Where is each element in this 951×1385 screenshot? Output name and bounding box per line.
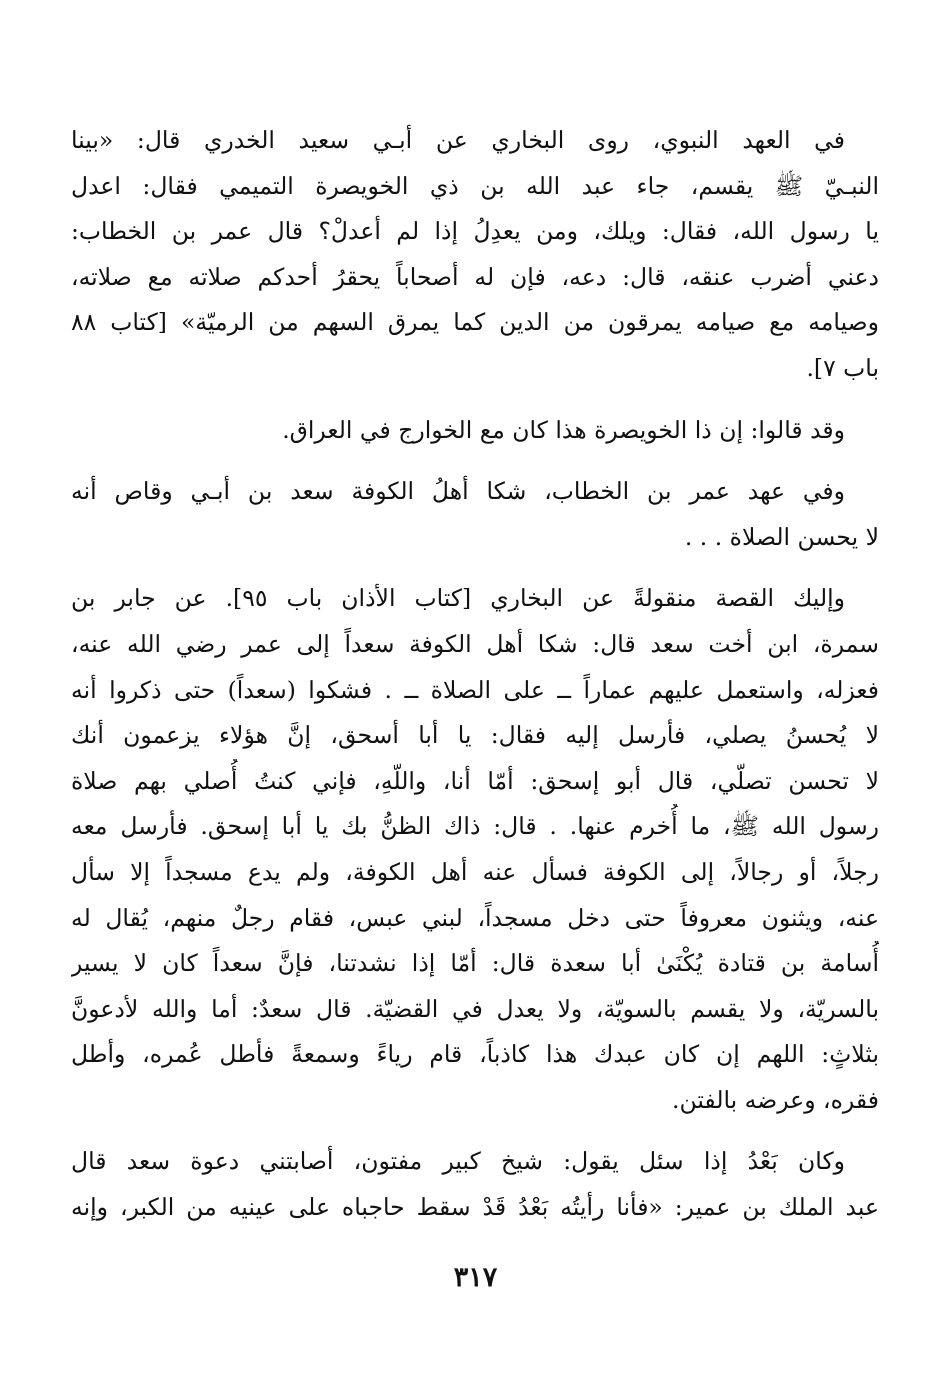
paragraph-2	[71, 408, 879, 454]
text-line: وقد قالوا: إن ذا الخويصرة هذا كان مع الخوارج في العراق.	[282, 415, 845, 444]
text-line: دعني أضرب عنقه، قال: دعه، فإن له أصحاباً يحقرُ أحدكم صلاته مع صلاته،	[71, 262, 879, 291]
text-line: فعزله، واستعمل عليهم عماراً ــ على الصلاة ــ . فشكوا (سعداً) حتى ذكروا أنه	[71, 675, 879, 704]
text-line: أُسامة بن قتادة يُكْنَىٰ أبا سعدة قال: أمّا إذا نشدتنا، فإنَّ سعداً كان لا يسير	[71, 949, 879, 978]
page-body	[71, 118, 879, 1231]
paragraph-gap	[71, 392, 879, 408]
text-line: لا يُحسنُ يصلي، فأرسل إليه فقال: يا أبا أسحق، إنَّ هؤلاء يزعمون أنك	[71, 721, 879, 750]
text-line: بثلاثٍ: اللهم إن كان عبدك هذا كاذباً، قام رياءً وسمعةً فأطل عُمره، وأطل	[71, 1040, 879, 1069]
text-line: رجلاً، أو رجالاً، إلى الكوفة فسأل عنه أهل الكوفة، ولم يدع مسجداً إلا سأل	[71, 857, 879, 886]
paragraph-gap	[71, 560, 879, 576]
text-line: بالسريّة، ولا يقسم بالسويّة، ولا يعدل في القضيّة. قال سعدٌ: أما والله لأدعونَّ	[71, 994, 879, 1023]
paragraph-gap	[71, 453, 879, 469]
page-number: ٣١٧	[453, 1262, 498, 1293]
text-line: عنه، ويثنون معروفاً حتى دخل مسجداً، لبني عبس، فقام رجلٌ منهم، يُقال له	[71, 903, 879, 932]
text-line: رسول الله ﷺ، ما أُخرم عنها. . قال: ذاك الظنُّ بك يا أبا إسحق. فأرسل معه	[71, 812, 879, 841]
text-line: سمرة، ابن أخت سعد قال: شكا أهل الكوفة سعداً إلى عمر رضي الله عنه،	[71, 629, 879, 658]
text-line: وإليك القصة منقولةً عن البخاري [كتاب الأذان باب ٩٥]. عن جابر بن	[71, 584, 845, 613]
text-line: لا يحسن الصلاة . . .	[684, 522, 879, 551]
paragraph-3	[71, 469, 879, 560]
text-line: لا تحسن تصلّي، قال أبو إسحق: أمّا أنا، واللّهِ، فإني كنتُ أُصلي بهم صلاة	[71, 766, 879, 795]
paragraph-1	[71, 118, 879, 392]
text-line: في العهد النبوي، روى البخاري عن أبـي سعيد الخدري قال: «بينا	[71, 126, 845, 154]
paragraph-5	[71, 1139, 879, 1230]
paragraph-4	[71, 576, 879, 1123]
text-line: وصيامه مع صيامه يمرقون من الدين كما يمرق السهم من الرميّة» [كتاب ٨٨	[71, 308, 879, 337]
text-line: يا رسول الله، فقال: ويلك، ومن يعدِلُ إذا لم أعدلْ؟ قال عمر بن الخطاب:	[71, 217, 879, 246]
text-line: عبد الملك بن عمير: «فأنا رأيتُه بَعْدُ قَدْ سقط حاجباه على عينيه من الكبر، وإنه	[71, 1193, 879, 1222]
paragraph-gap	[71, 1123, 879, 1139]
text-line: فقره، وعرضه بالفتن.	[671, 1085, 879, 1114]
text-line: وكان بَعْدُ إذا سئل يقول: شيخ كبير مفتون، أصابتني دعوة سعد قال	[71, 1147, 845, 1176]
text-line: وفي عهد عمر بن الخطاب، شكا أهلُ الكوفة سعد بن أبـي وقاص أنه	[71, 477, 845, 506]
text-line: باب ٧].	[806, 353, 879, 382]
text-line: النبـيّ ﷺ يقسم، جاء عبد الله بن ذي الخويصرة التميمي فقال: اعدل	[71, 171, 879, 200]
